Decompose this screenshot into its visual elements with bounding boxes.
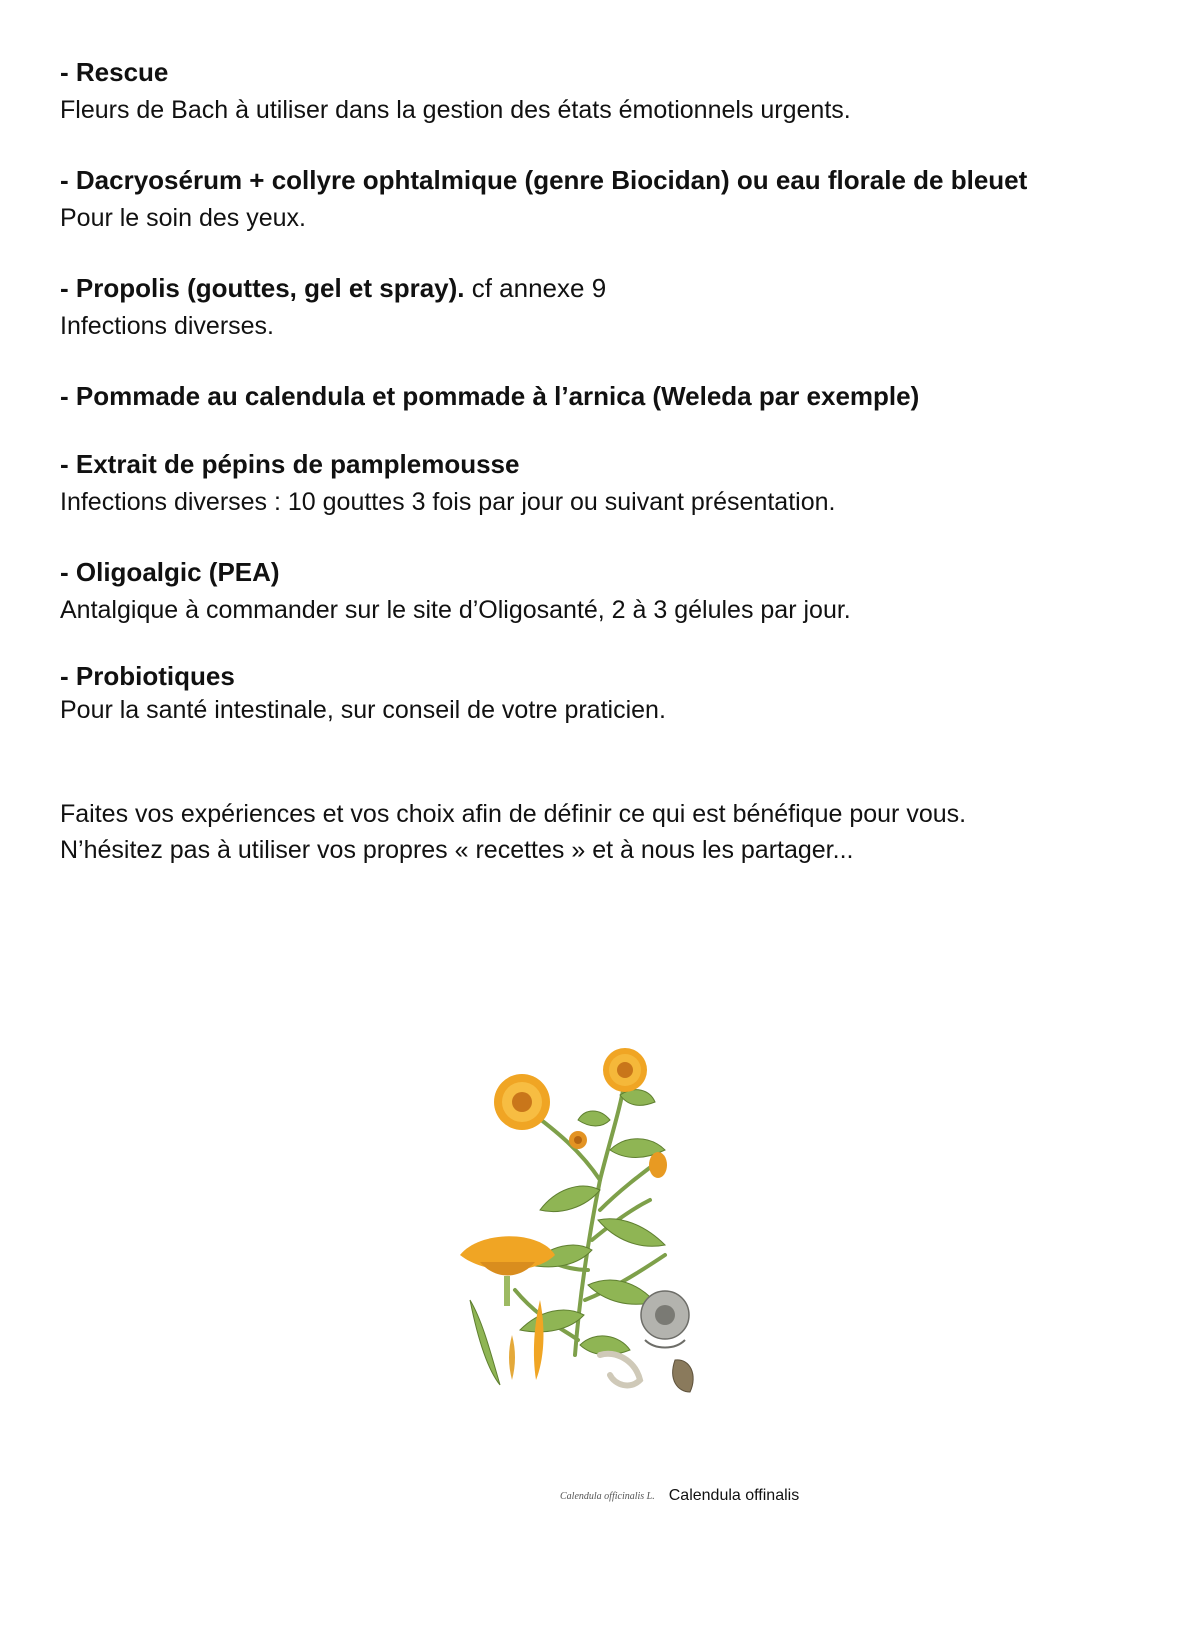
entry-title: - Propolis (gouttes, gel et spray). cf annexe 9 (60, 273, 607, 303)
entry-rescue (60, 56, 1160, 126)
entry-title: - Rescue (60, 57, 169, 87)
closing-line: N’hésitez pas à utiliser vos propres « recettes » et à nous les partager... (60, 836, 854, 864)
figure-latin-caption: Calendula officinalis L. (560, 1490, 655, 1502)
entry-oligoalgic (60, 556, 1160, 626)
entry-title: - Pommade au calendula et pommade à l’arnica (Weleda par exemple) (60, 381, 920, 411)
entry-propolis (60, 272, 1160, 342)
entry-title: - Probiotiques (60, 661, 235, 691)
entry-reference-note: cf annexe 9 (464, 273, 607, 303)
figure-caption-label: Calendula offinalis (668, 1487, 800, 1504)
closing-line: Faites vos expériences et vos choix afin de définir ce qui est bénéfique pour vous. (60, 800, 967, 828)
entry-pommade (60, 380, 1160, 412)
figure-caption (560, 1487, 860, 1505)
calendula-flower-icon (460, 1040, 750, 1470)
entry-title: - Extrait de pépins de pamplemousse (60, 449, 520, 479)
entry-description: Fleurs de Bach à utiliser dans la gestion des états émotionnels urgents. (60, 96, 851, 124)
entry-title: - Dacryosérum + collyre ophtalmique (genre Biocidan) ou eau florale de bleuet (60, 165, 1028, 195)
entry-description: Infections diverses. (60, 312, 274, 340)
closing-paragraph (60, 796, 1160, 868)
calendula-illustration (460, 1040, 750, 1470)
entry-description: Pour la santé intestinale, sur conseil de votre praticien. (60, 696, 666, 724)
entry-pamplemousse (60, 448, 1160, 518)
entry-description: Pour le soin des yeux. (60, 204, 306, 232)
entry-probiotiques (60, 660, 1160, 726)
entry-dacryoserum (60, 164, 1160, 234)
entry-description: Infections diverses : 10 gouttes 3 fois par jour ou suivant présentation. (60, 488, 836, 516)
entry-title: - Oligoalgic (PEA) (60, 557, 280, 587)
entry-description: Antalgique à commander sur le site d’Oligosanté, 2 à 3 gélules par jour. (60, 596, 851, 624)
